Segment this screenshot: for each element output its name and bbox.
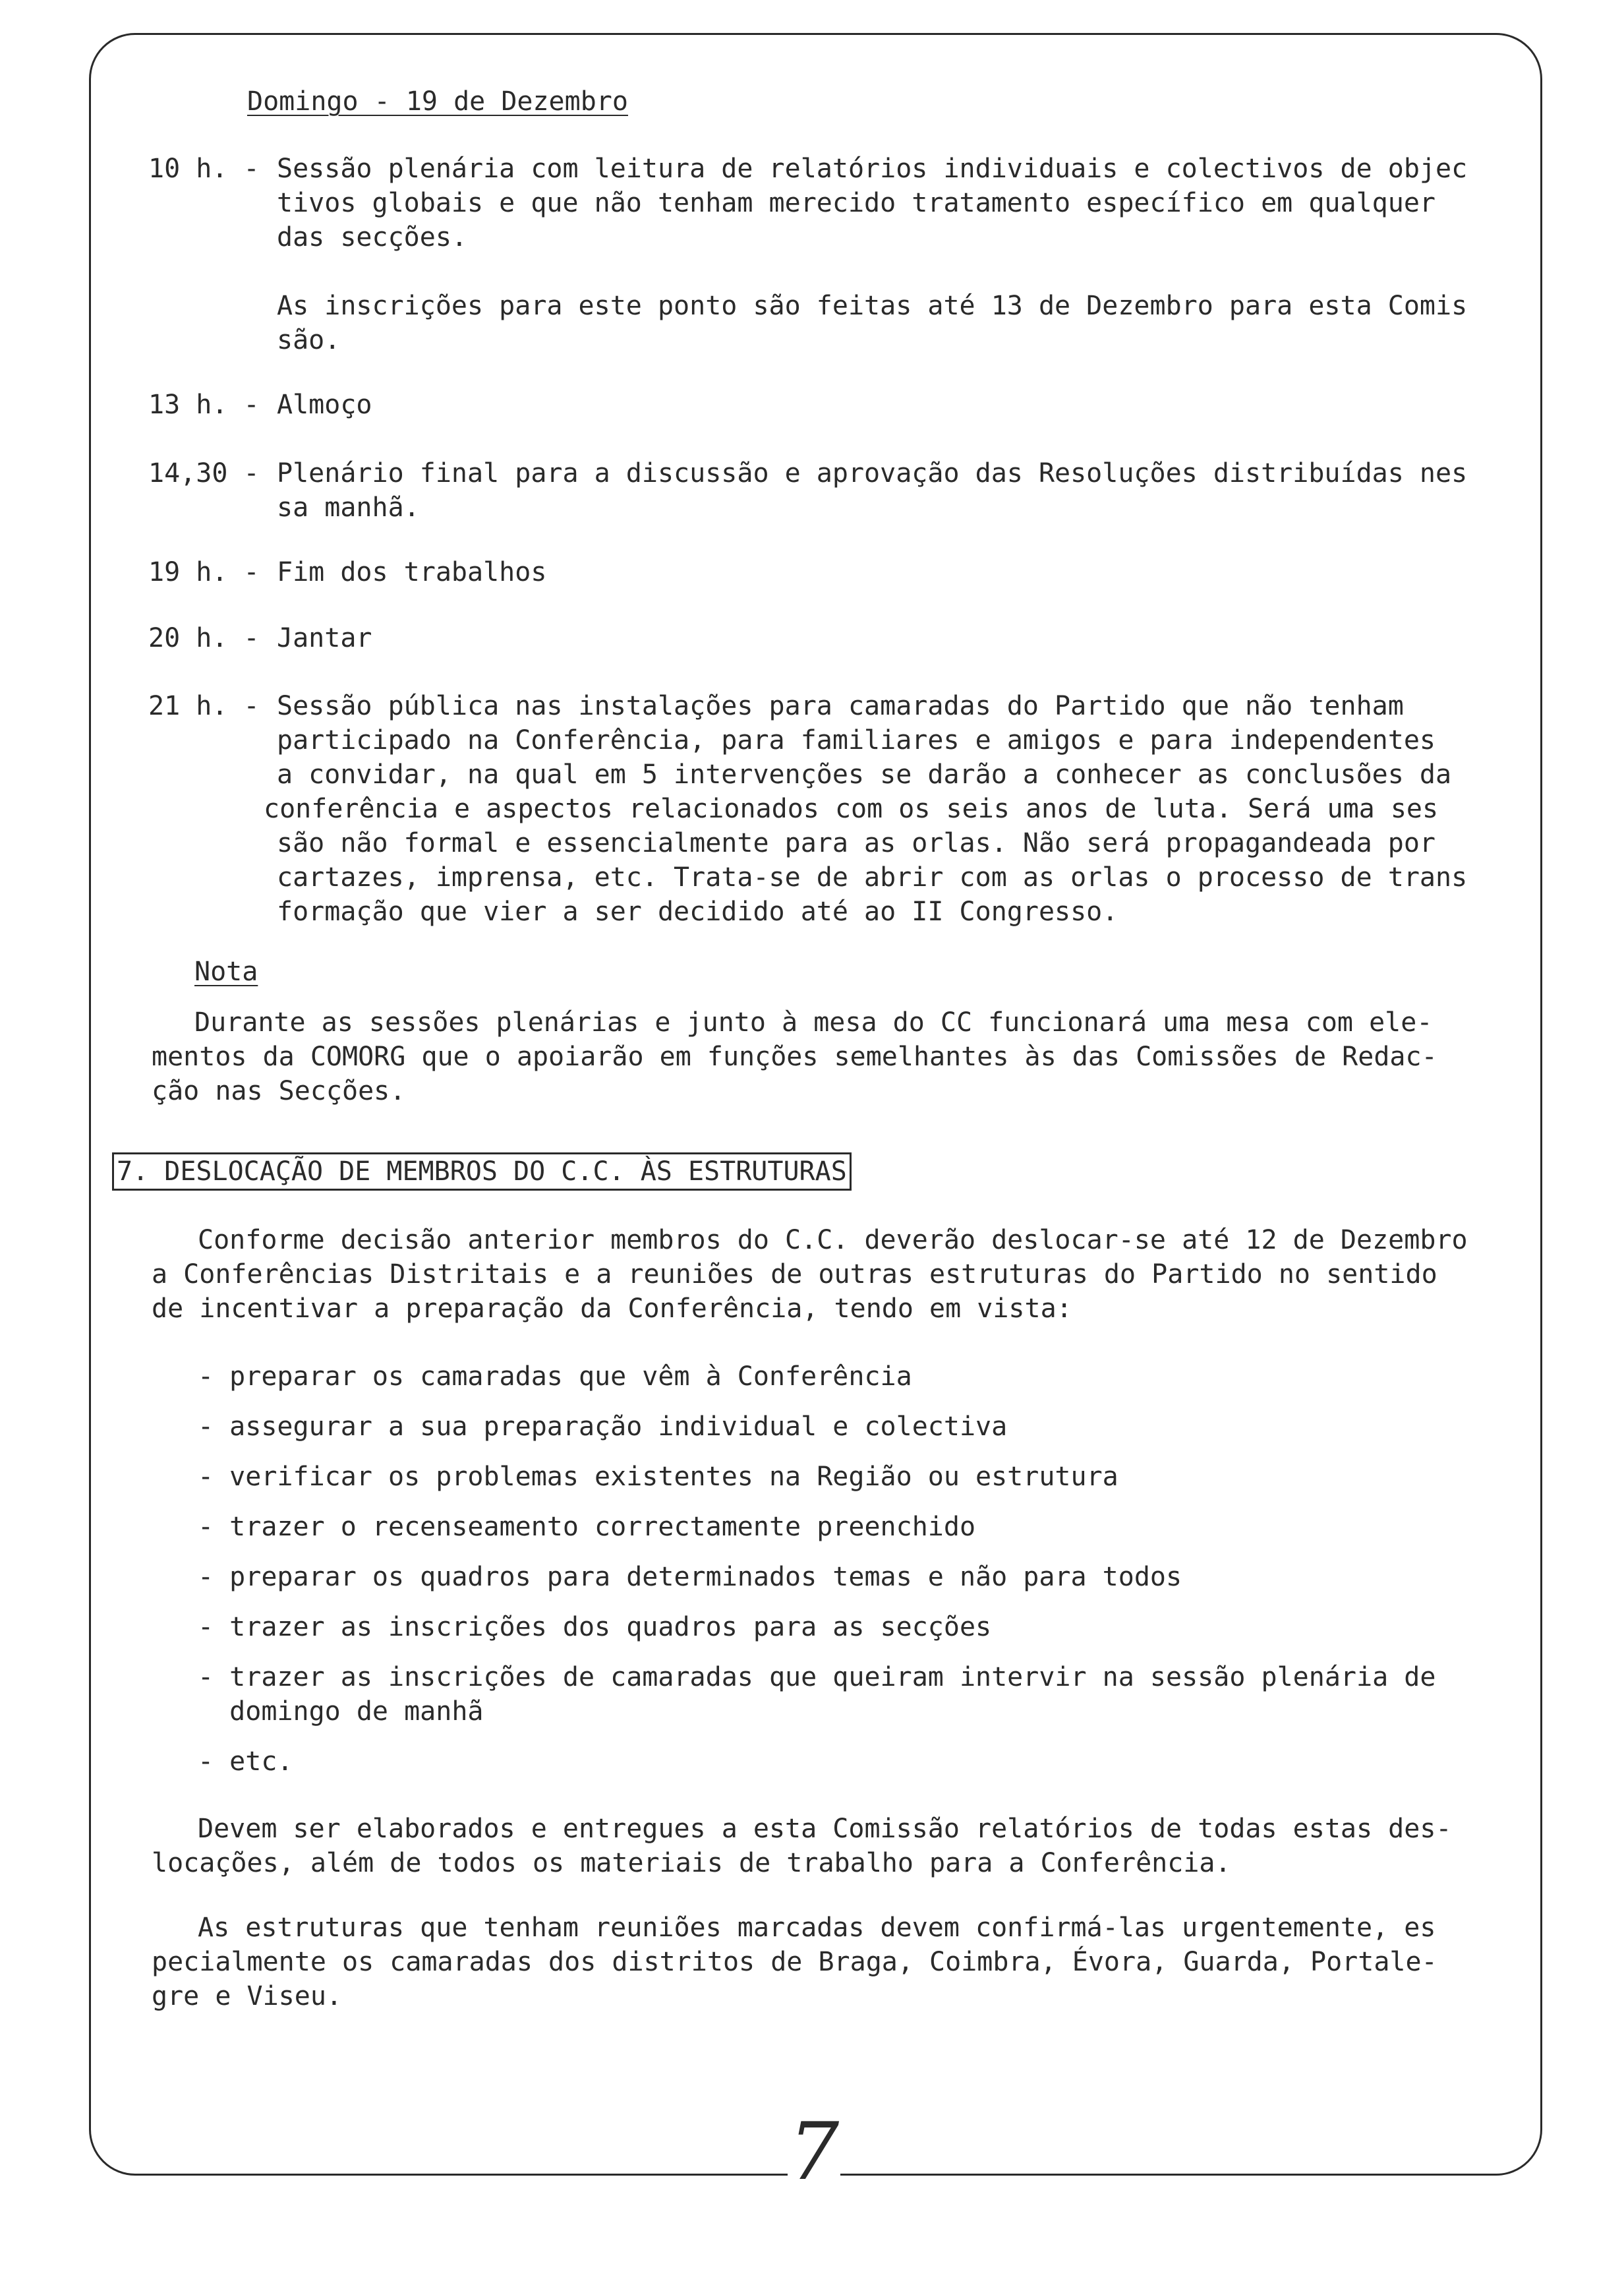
section-7-heading: 7. DESLOCAÇÃO DE MEMBROS DO C.C. ÀS ESTRUTURAS	[112, 1152, 852, 1191]
time-10h: 10 h. -	[148, 154, 260, 184]
session-10h-line-3: das secções.	[277, 222, 467, 253]
session-21h-line-6: cartazes, imprensa, etc. Trata-se de abrir com as orlas o processo de trans	[277, 862, 1468, 893]
nota-line-1: Durante as sessões plenárias e junto à mesa do CC funcionará uma mesa com ele-	[194, 1007, 1433, 1038]
session-13h-line-1: Almoço	[277, 390, 372, 420]
section-7-para2-line-3: gre e Viseu.	[152, 1981, 342, 2011]
inscriptions-line-1: As inscrições para este ponto são feitas até 13 de Dezembro para esta Comis	[277, 291, 1468, 321]
time-20h: 20 h. -	[148, 623, 260, 653]
nota-line-2: mentos da COMORG que o apoiarão em funções semelhantes às das Comissões de Redac-	[152, 1042, 1437, 1072]
list-item: - etc.	[198, 1746, 293, 1777]
session-21h-line-1: Sessão pública nas instalações para camaradas do Partido que não tenham	[277, 691, 1404, 721]
session-10h-line-1: Sessão plenária com leitura de relatórios individuais e colectivos de objec	[277, 154, 1468, 184]
list-item: - trazer o recenseamento correctamente preenchido	[198, 1512, 976, 1542]
session-21h-line-5: são não formal e essencialmente para as orlas. Não será propagandeada por	[277, 828, 1436, 858]
time-1430: 14,30 -	[148, 458, 260, 489]
session-10h-line-2: tivos globais e que não tenham merecido tratamento específico em qualquer	[277, 188, 1436, 218]
session-21h-line-3: a convidar, na qual em 5 intervenções se darão a conhecer as conclusões da	[277, 759, 1452, 790]
page-number-text: 7	[788, 2106, 840, 2198]
session-21h-line-7: formação que vier a ser decidido até ao II Congresso.	[277, 897, 1118, 927]
list-item-continuation: domingo de manhã	[198, 1696, 484, 1727]
time-13h: 13 h. -	[148, 390, 260, 420]
day-heading: Domingo - 19 de Dezembro	[247, 86, 628, 117]
session-20h-line-1: Jantar	[277, 623, 372, 653]
nota-title: Nota	[194, 957, 258, 987]
time-19h: 19 h. -	[148, 557, 260, 587]
section-7-intro-line-1: Conforme decisão anterior membros do C.C. deverão deslocar-se até 12 de Dezembro	[198, 1225, 1468, 1255]
list-item: - trazer as inscrições de camaradas que queiram intervir na sessão plenária de	[198, 1662, 1436, 1692]
section-7-intro-line-2: a Conferências Distritais e a reuniões de outras estruturas do Partido no sentido	[152, 1259, 1437, 1290]
list-item: - trazer as inscrições dos quadros para as secções	[198, 1612, 992, 1642]
section-7-para1-line-2: locações, além de todos os materiais de trabalho para a Conferência.	[152, 1848, 1231, 1878]
inscriptions-line-2: são.	[277, 325, 341, 355]
list-item: - verificar os problemas existentes na Região ou estrutura	[198, 1462, 1118, 1492]
section-7-intro-line-3: de incentivar a preparação da Conferência, tendo em vista:	[152, 1293, 1072, 1324]
session-21h-line-4: conferência e aspectos relacionados com os seis anos de luta. Será uma ses	[264, 794, 1439, 824]
session-1430-line-1: Plenário final para a discussão e aprovação das Resoluções distribuídas nes	[277, 458, 1468, 489]
list-item: - preparar os quadros para determinados temas e não para todos	[198, 1562, 1182, 1592]
section-7-para1-line-1: Devem ser elaborados e entregues a esta Comissão relatórios de todas estas des-	[198, 1814, 1452, 1844]
session-19h-line-1: Fim dos trabalhos	[277, 557, 547, 587]
session-21h-line-2: participado na Conferência, para familiares e amigos e para independentes	[277, 725, 1436, 756]
nota-line-3: ção nas Secções.	[152, 1076, 406, 1106]
session-1430-line-2: sa manhã.	[277, 492, 420, 523]
time-21h: 21 h. -	[148, 691, 260, 721]
list-item: - preparar os camaradas que vêm à Conferência	[198, 1361, 912, 1392]
section-7-para2-line-2: pecialmente os camaradas dos distritos de Braga, Coimbra, Évora, Guarda, Portale-	[152, 1947, 1437, 1977]
list-item: - assegurar a sua preparação individual e colectiva	[198, 1412, 1008, 1442]
section-7-para2-line-1: As estruturas que tenham reuniões marcadas devem confirmá-las urgentemente, es	[198, 1913, 1436, 1943]
page-number	[788, 2106, 840, 2199]
